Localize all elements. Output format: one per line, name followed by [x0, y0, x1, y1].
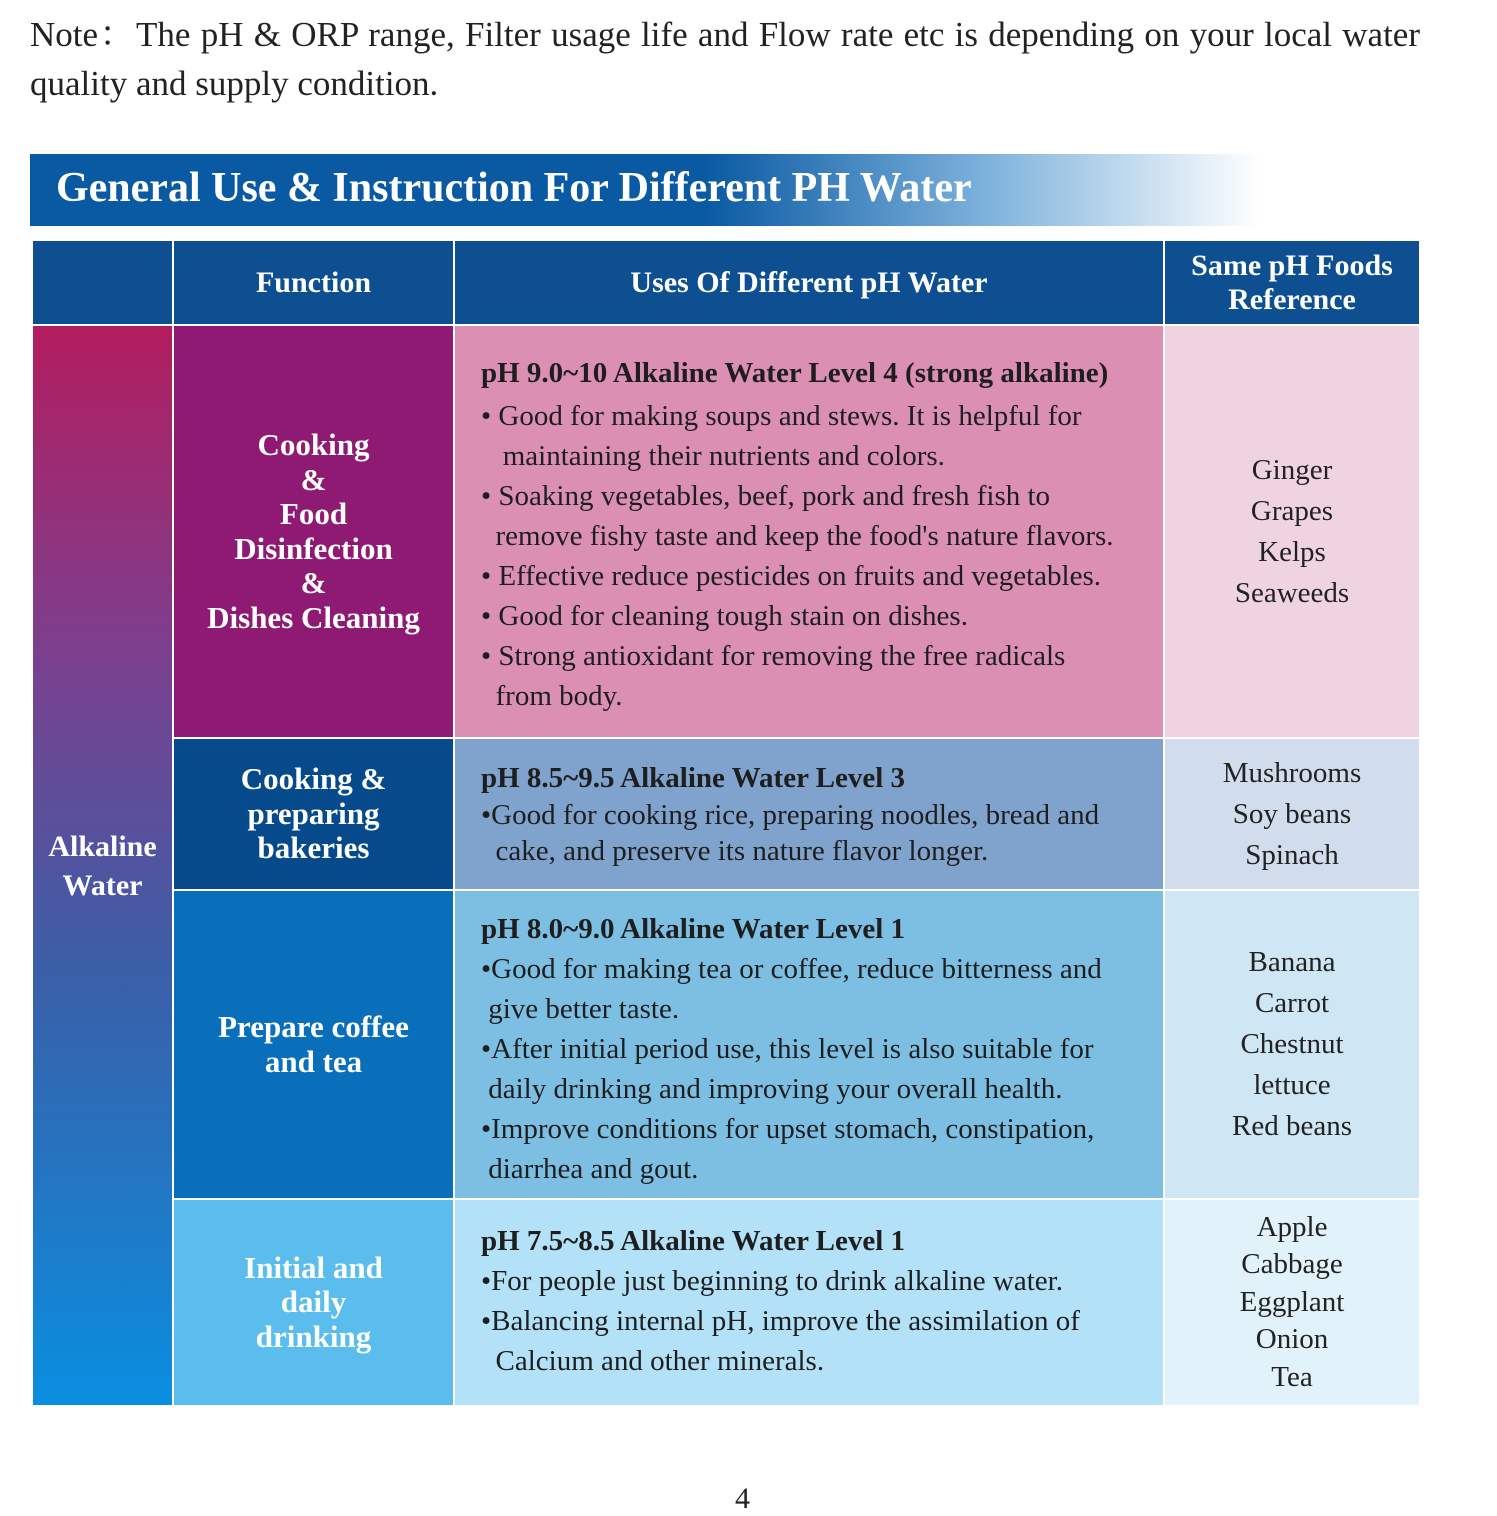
food-item: Chestnut: [1240, 1028, 1344, 1060]
level-heading: pH 9.0~10 Alkaline Water Level 4 (strong alkaline): [481, 357, 1109, 389]
use-line: cake, and preserve its nature flavor longer.: [481, 835, 989, 867]
food-item: Soy beans: [1232, 797, 1352, 830]
note-text: Note：The pH & ORP range, Filter usage life and Flow rate etc is depending on your local water quality and supply condition.: [30, 15, 1420, 103]
function-line: drinking: [255, 1318, 372, 1354]
function-line: &: [300, 461, 327, 497]
food-item: Cabbage: [1241, 1248, 1343, 1281]
uses-cell: [455, 1200, 1163, 1405]
use-line: •After initial period use, this level is also suitable for: [481, 1033, 1094, 1065]
function-line: bakeries: [257, 830, 370, 866]
use-line: daily drinking and improving your overall health.: [481, 1073, 1063, 1105]
use-line: from body.: [481, 680, 623, 712]
function-line: preparing: [247, 795, 380, 831]
function-line: and tea: [264, 1043, 363, 1079]
food-item: lettuce: [1253, 1069, 1331, 1101]
food-item: Tea: [1271, 1360, 1313, 1393]
section-title: General Use & Instruction For Different PH Water: [56, 165, 972, 211]
use-line: •Balancing internal pH, improve the assimilation of: [481, 1305, 1080, 1337]
use-line: maintaining their nutrients and colors.: [481, 440, 945, 472]
header-function: Function: [174, 241, 453, 324]
foods-cell: [1165, 1200, 1419, 1405]
header-uses: Uses Of Different pH Water: [455, 241, 1163, 324]
use-line: •Good for cooking rice, preparing noodles, bread and: [481, 799, 1100, 831]
food-item: Carrot: [1254, 987, 1330, 1019]
food-item: Eggplant: [1239, 1285, 1345, 1318]
function-line: Disinfection: [234, 530, 393, 566]
uses-cell: [455, 326, 1163, 737]
level-heading: pH 8.0~9.0 Alkaline Water Level 1: [481, 913, 906, 945]
food-item: Apple: [1256, 1210, 1328, 1243]
foods-cell: [1165, 326, 1419, 737]
function-cell: [174, 739, 453, 889]
use-line: • Good for cleaning tough stain on dishes.: [481, 600, 968, 632]
function-line: Cooking: [257, 427, 370, 462]
function-line: daily: [280, 1284, 347, 1320]
header-foods-line1: Same pH Foods: [1191, 248, 1393, 282]
function-line: Prepare coffee: [218, 1009, 409, 1044]
level-heading: pH 7.5~8.5 Alkaline Water Level 1: [481, 1225, 906, 1257]
use-line: • Soaking vegetables, beef, pork and fresh fish to: [481, 480, 1051, 512]
level-heading: pH 8.5~9.5 Alkaline Water Level 3: [481, 762, 906, 794]
function-line: Food: [279, 496, 348, 531]
uses-cell: [455, 739, 1163, 889]
food-item: Mushrooms: [1222, 756, 1362, 789]
page-number: 4: [735, 1482, 750, 1515]
use-line: •Good for making tea or coffee, reduce bitterness and: [481, 953, 1102, 985]
ph-water-table: [33, 241, 1419, 1405]
food-item: Banana: [1248, 946, 1336, 978]
use-line: •Improve conditions for upset stomach, constipation,: [481, 1113, 1095, 1145]
food-item: Seaweeds: [1234, 576, 1350, 609]
use-line: • Good for making soups and stews. It is helpful for: [481, 400, 1082, 432]
use-line: • Strong antioxidant for removing the free radicals: [481, 640, 1066, 672]
function-cell: [174, 326, 453, 737]
function-line: Cooking &: [240, 761, 387, 797]
alkaline-water-label-line1: Alkaline: [48, 829, 157, 863]
function-line: &: [300, 565, 327, 600]
use-line: Calcium and other minerals.: [481, 1345, 825, 1377]
use-line: give better taste.: [481, 993, 680, 1025]
function-cell: [174, 1200, 453, 1405]
use-line: remove fishy taste and keep the food's nature flavors.: [481, 520, 1114, 552]
function-cell: [174, 891, 453, 1198]
use-line: diarrhea and gout.: [481, 1153, 699, 1185]
food-item: Onion: [1255, 1323, 1329, 1356]
section-banner: [30, 154, 1260, 226]
header-foods: [1165, 241, 1419, 324]
foods-cell: [1165, 891, 1419, 1198]
food-item: Grapes: [1250, 494, 1334, 527]
foods-cell: [1165, 739, 1419, 889]
use-line: •For people just beginning to drink alkaline water.: [481, 1265, 1063, 1297]
alkaline-water-label: [33, 326, 172, 1405]
alkaline-water-label-line2: Water: [62, 868, 143, 902]
header-blank: [33, 241, 172, 324]
food-item: Kelps: [1258, 535, 1326, 568]
function-line: Dishes Cleaning: [207, 599, 420, 635]
food-item: Red beans: [1232, 1110, 1352, 1142]
food-item: Spinach: [1245, 838, 1339, 871]
uses-cell: [455, 891, 1163, 1198]
header-foods-line2: Reference: [1228, 282, 1356, 316]
food-item: Ginger: [1251, 453, 1333, 486]
use-line: • Effective reduce pesticides on fruits and vegetables.: [481, 560, 1101, 592]
function-line: Initial and: [244, 1249, 383, 1285]
